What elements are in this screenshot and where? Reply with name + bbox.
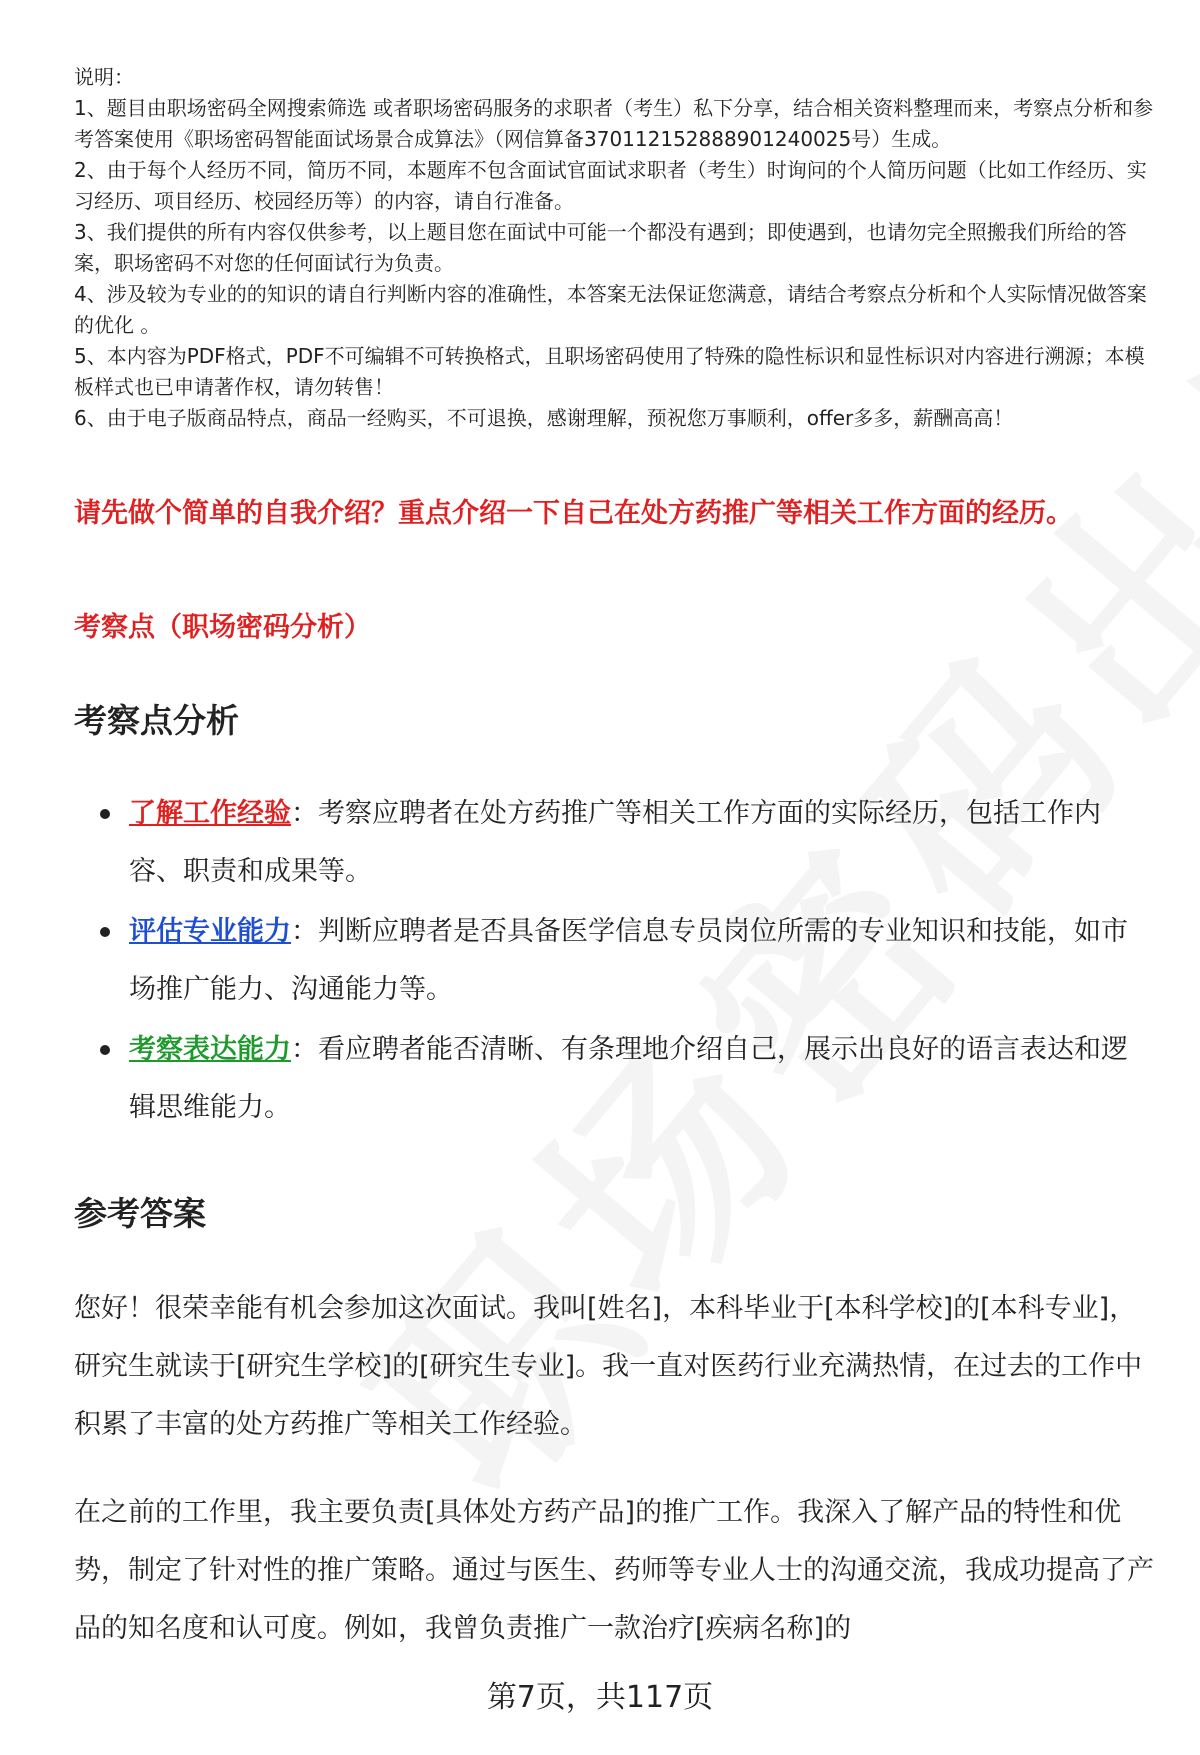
- note-item: 5、本内容为PDF格式，PDF不可编辑不可转换格式，且职场密码使用了特殊的隐性标识和显性标识对内容进行溯源；本模板样式也已申请著作权，请勿转售！: [74, 344, 1145, 399]
- note-item: 2、由于每个人经历不同，简历不同，本题库不包含面试官面试求职者（考生）时询问的个人简历问题（比如工作经历、实习经历、项目经历、校园经历等）的内容，请自行准备。: [74, 158, 1147, 213]
- note-item: 1、题目由职场密码全网搜索筛选 或者职场密码服务的求职者（考生）私下分享，结合相关资料整理而来，考察点分析和参考答案使用《职场密码智能面试场景合成算法》（网信算备370112152888901240025号）生成。: [74, 96, 1154, 151]
- kaochadian-label: 考察点（职场密码分析）: [74, 612, 371, 643]
- bullet-icon: [100, 927, 110, 937]
- answer-paragraph: 您好！很荣幸能有机会参加这次面试。我叫[姓名]，本科毕业于[本科学校]的[本科专业]，研究生就读于[研究生学校]的[研究生专业]。我一直对医药行业充满热情，在过去的工作中积累了丰富的处方药推广等相关工作经验。: [74, 1293, 1143, 1440]
- point-text: ：看应聘者能否清晰、有条理地介绍自己，展示出良好的语言表达和逻辑思维能力。: [129, 1034, 1128, 1123]
- bullet-icon: [100, 1045, 110, 1055]
- note-item: 4、涉及较为专业的的知识的请自行判断内容的准确性，本答案无法保证您满意，请结合考察点分析和个人实际情况做答案的优化 。: [74, 282, 1147, 337]
- analysis-points-list: [74, 785, 1154, 1139]
- analysis-point: [74, 903, 1154, 1019]
- page-number: 第7页，共117页: [486, 1680, 714, 1715]
- disclaimer-notes: [74, 62, 1160, 434]
- note-item: 3、我们提供的所有内容仅供参考，以上题目您在面试中可能一个都没有遇到；即使遇到，也请勿完全照搬我们所给的答案，职场密码不对您的任何面试行为负责。: [74, 220, 1127, 275]
- point-text: ：判断应聘者是否具备医学信息专员岗位所需的专业知识和技能，如市场推广能力、沟通能力等。: [129, 916, 1128, 1005]
- answer-heading: 参考答案: [74, 1194, 206, 1233]
- point-keyword: 考察表达能力: [129, 1034, 291, 1065]
- answer-paragraph: 在之前的工作里，我主要负责[具体处方药产品]的推广工作。我深入了解产品的特性和优势，制定了针对性的推广策略。通过与医生、药师等专业人士的沟通交流，我成功提高了产品的知名度和认可度。例如，我曾负责推广一款治疗[疾病名称]的: [74, 1497, 1154, 1644]
- notes-title: 说明：: [74, 65, 134, 89]
- interview-question: 请先做个简单的自我介绍？重点介绍一下自己在处方药推广等相关工作方面的经历。: [74, 498, 1073, 529]
- point-keyword: 了解工作经验: [129, 798, 291, 829]
- reference-answer: [74, 1280, 1154, 1688]
- analysis-point: [74, 1021, 1154, 1137]
- note-item: 6、由于电子版商品特点，商品一经购买，不可退换，感谢理解，预祝您万事顺利，offer多多，薪酬高高！: [74, 406, 1014, 430]
- analysis-heading: 考察点分析: [74, 701, 239, 740]
- bullet-icon: [100, 809, 110, 819]
- analysis-point: [74, 785, 1154, 901]
- point-keyword: 评估专业能力: [129, 916, 291, 947]
- point-text: ：考察应聘者在处方药推广等相关工作方面的实际经历，包括工作内容、职责和成果等。: [129, 798, 1101, 887]
